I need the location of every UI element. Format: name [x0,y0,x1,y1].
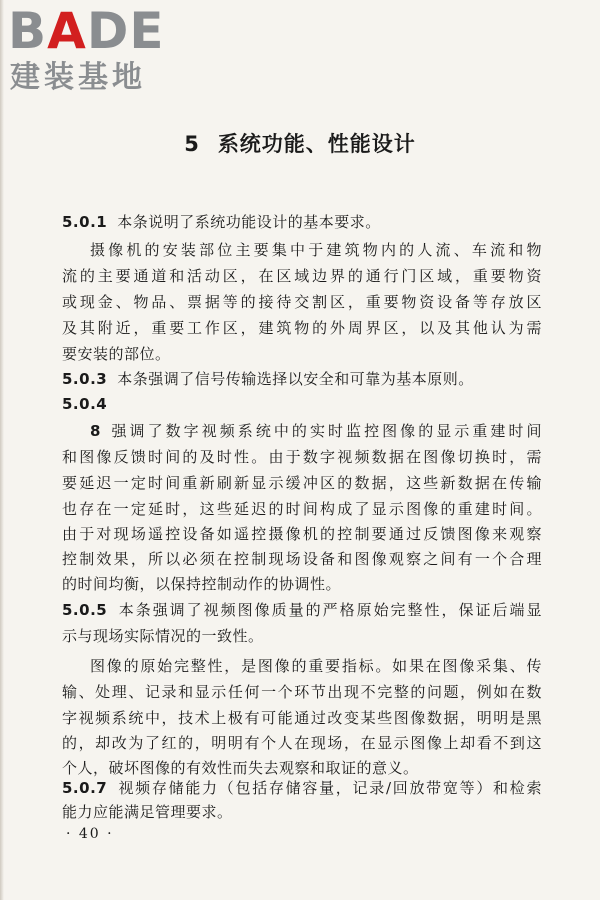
paragraph-line: 由于对现场遥控设备如遥控摄像机的控制要通过反馈图像来观察 [62,525,542,543]
paragraph-line: 个人，破坏图像的有效性而失去观察和取证的意义。 [62,759,419,777]
paragraph-line: 本条说明了系统功能设计的基本要求。 [117,213,381,231]
chapter-title [0,128,600,158]
paragraph-line: 示与现场实际情况的一致性。 [62,627,264,645]
page-number: · 40 · [66,826,114,842]
paragraph-line: 或现金、物品、票据等的接待交割区，重要物资设备等存放区 [62,293,542,311]
paragraph-line: 要延迟一定时间重新刷新显示缓冲区的数据，这些新数据在传输 [62,474,542,492]
item-number: 8 [90,422,101,440]
logo-latin-text: BADE [8,2,165,60]
paragraph-line: 要安装的部位。 [62,345,171,363]
clause-number: 5.0.5 [62,601,108,619]
clause-number: 5.0.4 [62,395,108,413]
paragraph-line: 也存在一定延时，这些延迟的时间构成了显示图像的重建时间。 [62,500,542,518]
clause-5-0-4 [62,394,542,414]
clause-5-0-5 [62,600,542,620]
clause-number: 5.0.1 [62,213,108,231]
clause-5-0-3 [62,369,542,389]
paragraph-line: 视频存储能力（包括存储容量，记录/回放带宽等）和检索 [117,779,542,797]
paragraph-line [90,421,542,441]
clause-5-0-7 [62,778,542,798]
paragraph-line: 本条强调了视频图像质量的严格原始完整性，保证后端显 [117,601,542,619]
paragraph-line: 的时间均衡，以保持控制动作的协调性。 [62,575,342,593]
paragraph-line: 输、处理、记录和显示任何一个环节出现不完整的问题，例如在数 [62,683,542,701]
clause-number: 5.0.7 [62,779,108,797]
paragraph-line: 的，却改为了红的，明明有个人在现场，在显示图像上却看不到这 [62,734,542,752]
bade-logo-watermark [8,2,180,96]
paragraph-line: 字视频系统中，技术上极有可能通过改变某些图像数据，明明是黑 [62,709,542,727]
paragraph-line: 本条强调了信号传输选择以安全和可靠为基本原则。 [117,370,474,388]
paragraph-line: 流的主要通道和活动区，在区域边界的通行门区域，重要物资 [62,267,542,285]
paragraph-line: 图像的原始完整性，是图像的重要指标。如果在图像采集、传 [90,657,542,675]
paragraph-line: 能力应能满足管理要求。 [62,803,233,821]
paragraph-line: 和图像反馈时间的及时性。由于数字视频数据在图像切换时，需 [62,448,542,466]
paragraph-line-text: 强调了数字视频系统中的实时监控图像的显示重建时间 [108,422,542,440]
paragraph-line: 摄像机的安装部位主要集中于建筑物内的人流、车流和物 [90,241,542,259]
paragraph-line: 控制效果，所以必须在控制现场设备和图像观察之间有一个合理 [62,550,542,568]
paragraph-line: 及其附近，重要工作区，建筑物的外周界区，以及其他认为需 [62,319,542,337]
chapter-number: 5 [184,132,200,156]
chapter-title-text: 系统功能、性能设计 [217,132,416,156]
clause-5-0-1 [62,212,542,232]
clause-number: 5.0.3 [62,370,108,388]
logo-cjk-text: 建装基地 [10,60,146,95]
